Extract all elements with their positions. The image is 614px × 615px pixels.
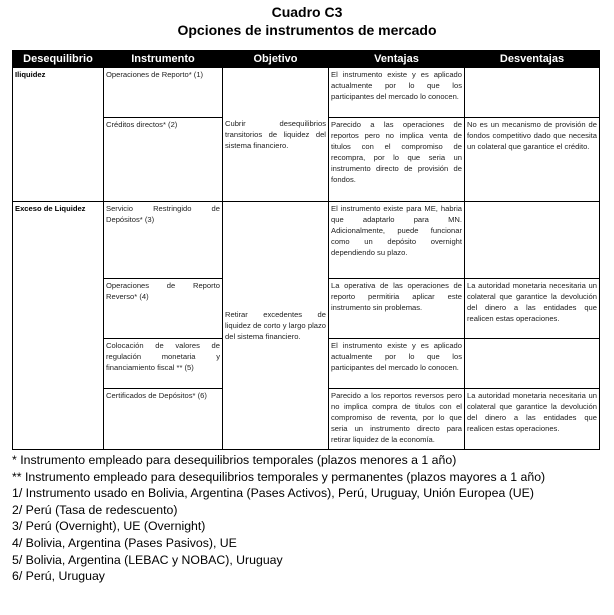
instrumento-cell: Créditos directos* (2) (104, 118, 223, 202)
desventajas-cell (465, 68, 600, 118)
ventajas-cell: El instrumento existe para ME, habria que adaptarlo para MN. Adicionalmente, puede funcionar como un depósito overnight dependiendo su plazo. (329, 202, 465, 279)
column-header: Ventajas (329, 51, 465, 68)
table-row (13, 202, 600, 279)
footnote: 6/ Perú, Uruguay (12, 569, 105, 584)
ventajas-cell: El instrumento existe y es aplicado actualmente por lo que los participantes del mercado lo conocen. (329, 68, 465, 118)
ventajas-cell: Parecido a los reportos reversos pero no implica compra de titulos con el compromiso de reventa, por lo que seria un instrumento directo para retirar liquidez de la economía. (329, 389, 465, 450)
desventajas-cell: La autoridad monetaria necesitaria un colateral que garantice la devolución del dinero a las entidades que realicen estas operaciones. (465, 279, 600, 339)
column-header: Desequilibrio (13, 51, 104, 68)
instrumento-cell: Operaciones de Reporto* (1) (104, 68, 223, 118)
footnote: 4/ Bolivia, Argentina (Pases Pasivos), UE (12, 535, 237, 550)
table-subtitle: Opciones de instrumentos de mercado (177, 22, 437, 38)
desequilibrio-cell: Exceso de Liquidez (13, 202, 104, 450)
ventajas-cell: Parecido a las operaciones de reportos pero no implica venta de titulos con el compromiso de recompra, por lo que seria un instrumento directo de provisión de fondos. (329, 118, 465, 202)
column-header: Desventajas (465, 51, 600, 68)
footnote: 3/ Perú (Overnight), UE (Overnight) (12, 519, 206, 534)
desventajas-cell (465, 339, 600, 389)
column-header: Instrumento (104, 51, 223, 68)
footnote: * Instrumento empleado para desequilibrios temporales (plazos menores a 1 año) (12, 453, 457, 467)
objetivo-cell: Retirar excedentes de liquidez de corto y largo plazo del sistema financiero. (223, 202, 329, 450)
desequilibrio-cell: Iliquidez (13, 68, 104, 202)
footnotes (12, 452, 545, 585)
footnote: 2/ Perú (Tasa de redescuento) (12, 502, 178, 517)
ventajas-cell: La operativa de las operaciones de reporto permitiria aplicar este instrumento sin problemas. (329, 279, 465, 339)
ventajas-cell: El instrumento existe y es aplicado actualmente por lo que los participantes del mercado lo conocen. (329, 339, 465, 389)
table-row (13, 68, 600, 118)
desventajas-cell: La autoridad monetaria necesitaria un colateral que garantice la devolución del dinero a las entidades que realicen estas operaciones. (465, 389, 600, 450)
desventajas-cell: No es un mecanismo de provisión de fondos competitivo dado que necesita un colateral que garantice el crédito. (465, 118, 600, 202)
instrumento-cell: Colocación de valores de regulación monetaria y financiamiento fiscal ** (5) (104, 339, 223, 389)
table-title: Cuadro C3 (271, 4, 343, 20)
objetivo-cell: Cubrir desequilibrios transitorios de liquidez del sistema financiero. (223, 68, 329, 202)
footnote: 1/ Instrumento usado en Bolivia, Argentina (Pases Activos), Perú, Uruguay, Unión Europea (UE) (12, 486, 534, 501)
instrumento-cell: Certificados de Depósitos* (6) (104, 389, 223, 450)
instruments-table (12, 50, 600, 450)
column-header: Objetivo (223, 51, 329, 68)
desventajas-cell (465, 202, 600, 279)
instrumento-cell: Servicio Restringido de Depósitos* (3) (104, 202, 223, 279)
footnote: 5/ Bolivia, Argentina (LEBAC y NOBAC), Uruguay (12, 552, 283, 567)
instrumento-cell: Operaciones de Reporto Reverso* (4) (104, 279, 223, 339)
footnote: ** Instrumento empleado para desequilibrios temporales y permanentes (plazos mayores a 1 año) (12, 469, 546, 484)
